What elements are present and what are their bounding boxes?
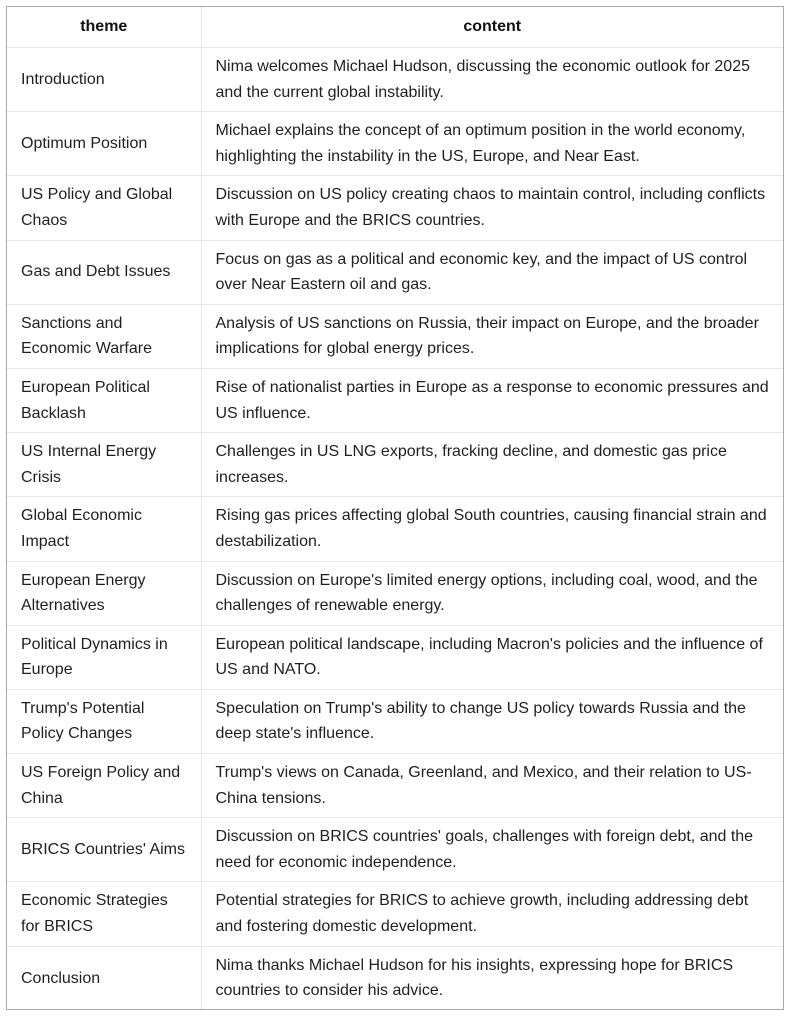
theme-cell: US Foreign Policy and China [7,754,201,818]
column-header-theme: theme [7,7,201,48]
theme-cell: Global Economic Impact [7,497,201,561]
theme-cell: Trump's Potential Policy Changes [7,689,201,753]
content-cell: Nima welcomes Michael Hudson, discussing the economic outlook for 2025 and the current global instability. [201,48,783,112]
theme-cell: Optimum Position [7,112,201,176]
content-cell: Nima thanks Michael Hudson for his insights, expressing hope for BRICS countries to consider his advice. [201,946,783,1010]
table-row [7,625,783,689]
content-cell: Discussion on Europe's limited energy options, including coal, wood, and the challenges of renewable energy. [201,561,783,625]
theme-cell: US Policy and Global Chaos [7,176,201,240]
content-cell: Rising gas prices affecting global South countries, causing financial strain and destabilization. [201,497,783,561]
table-row [7,561,783,625]
content-cell: European political landscape, including Macron's policies and the influence of US and NATO. [201,625,783,689]
table-row [7,818,783,882]
table-row [7,497,783,561]
content-cell: Speculation on Trump's ability to change US policy towards Russia and the deep state's influence. [201,689,783,753]
theme-cell: BRICS Countries' Aims [7,818,201,882]
table-row [7,689,783,753]
theme-cell: Conclusion [7,946,201,1010]
content-cell: Analysis of US sanctions on Russia, their impact on Europe, and the broader implications for global energy prices. [201,304,783,368]
theme-cell: Sanctions and Economic Warfare [7,304,201,368]
theme-cell: US Internal Energy Crisis [7,433,201,497]
table-row [7,304,783,368]
content-cell: Trump's views on Canada, Greenland, and Mexico, and their relation to US-China tensions. [201,754,783,818]
content-cell: Discussion on US policy creating chaos to maintain control, including conflicts with Europe and the BRICS countries. [201,176,783,240]
column-header-content: content [201,7,783,48]
themes-table-container [6,6,784,1010]
theme-cell: Introduction [7,48,201,112]
content-cell: Challenges in US LNG exports, fracking decline, and domestic gas price increases. [201,433,783,497]
themes-table [7,7,783,1010]
table-row [7,176,783,240]
table-row [7,368,783,432]
theme-cell: European Political Backlash [7,368,201,432]
table-row [7,946,783,1010]
theme-cell: Gas and Debt Issues [7,240,201,304]
table-row [7,754,783,818]
theme-cell: Political Dynamics in Europe [7,625,201,689]
content-cell: Focus on gas as a political and economic key, and the impact of US control over Near Eastern oil and gas. [201,240,783,304]
content-cell: Michael explains the concept of an optimum position in the world economy, highlighting the instability in the US, Europe, and Near East. [201,112,783,176]
table-row [7,112,783,176]
theme-cell: Economic Strategies for BRICS [7,882,201,946]
content-cell: Potential strategies for BRICS to achieve growth, including addressing debt and fostering domestic development. [201,882,783,946]
content-cell: Discussion on BRICS countries' goals, challenges with foreign debt, and the need for economic independence. [201,818,783,882]
content-cell: Rise of nationalist parties in Europe as a response to economic pressures and US influence. [201,368,783,432]
table-row [7,48,783,112]
table-header-row [7,7,783,48]
table-row [7,433,783,497]
theme-cell: European Energy Alternatives [7,561,201,625]
table-row [7,240,783,304]
table-row [7,882,783,946]
